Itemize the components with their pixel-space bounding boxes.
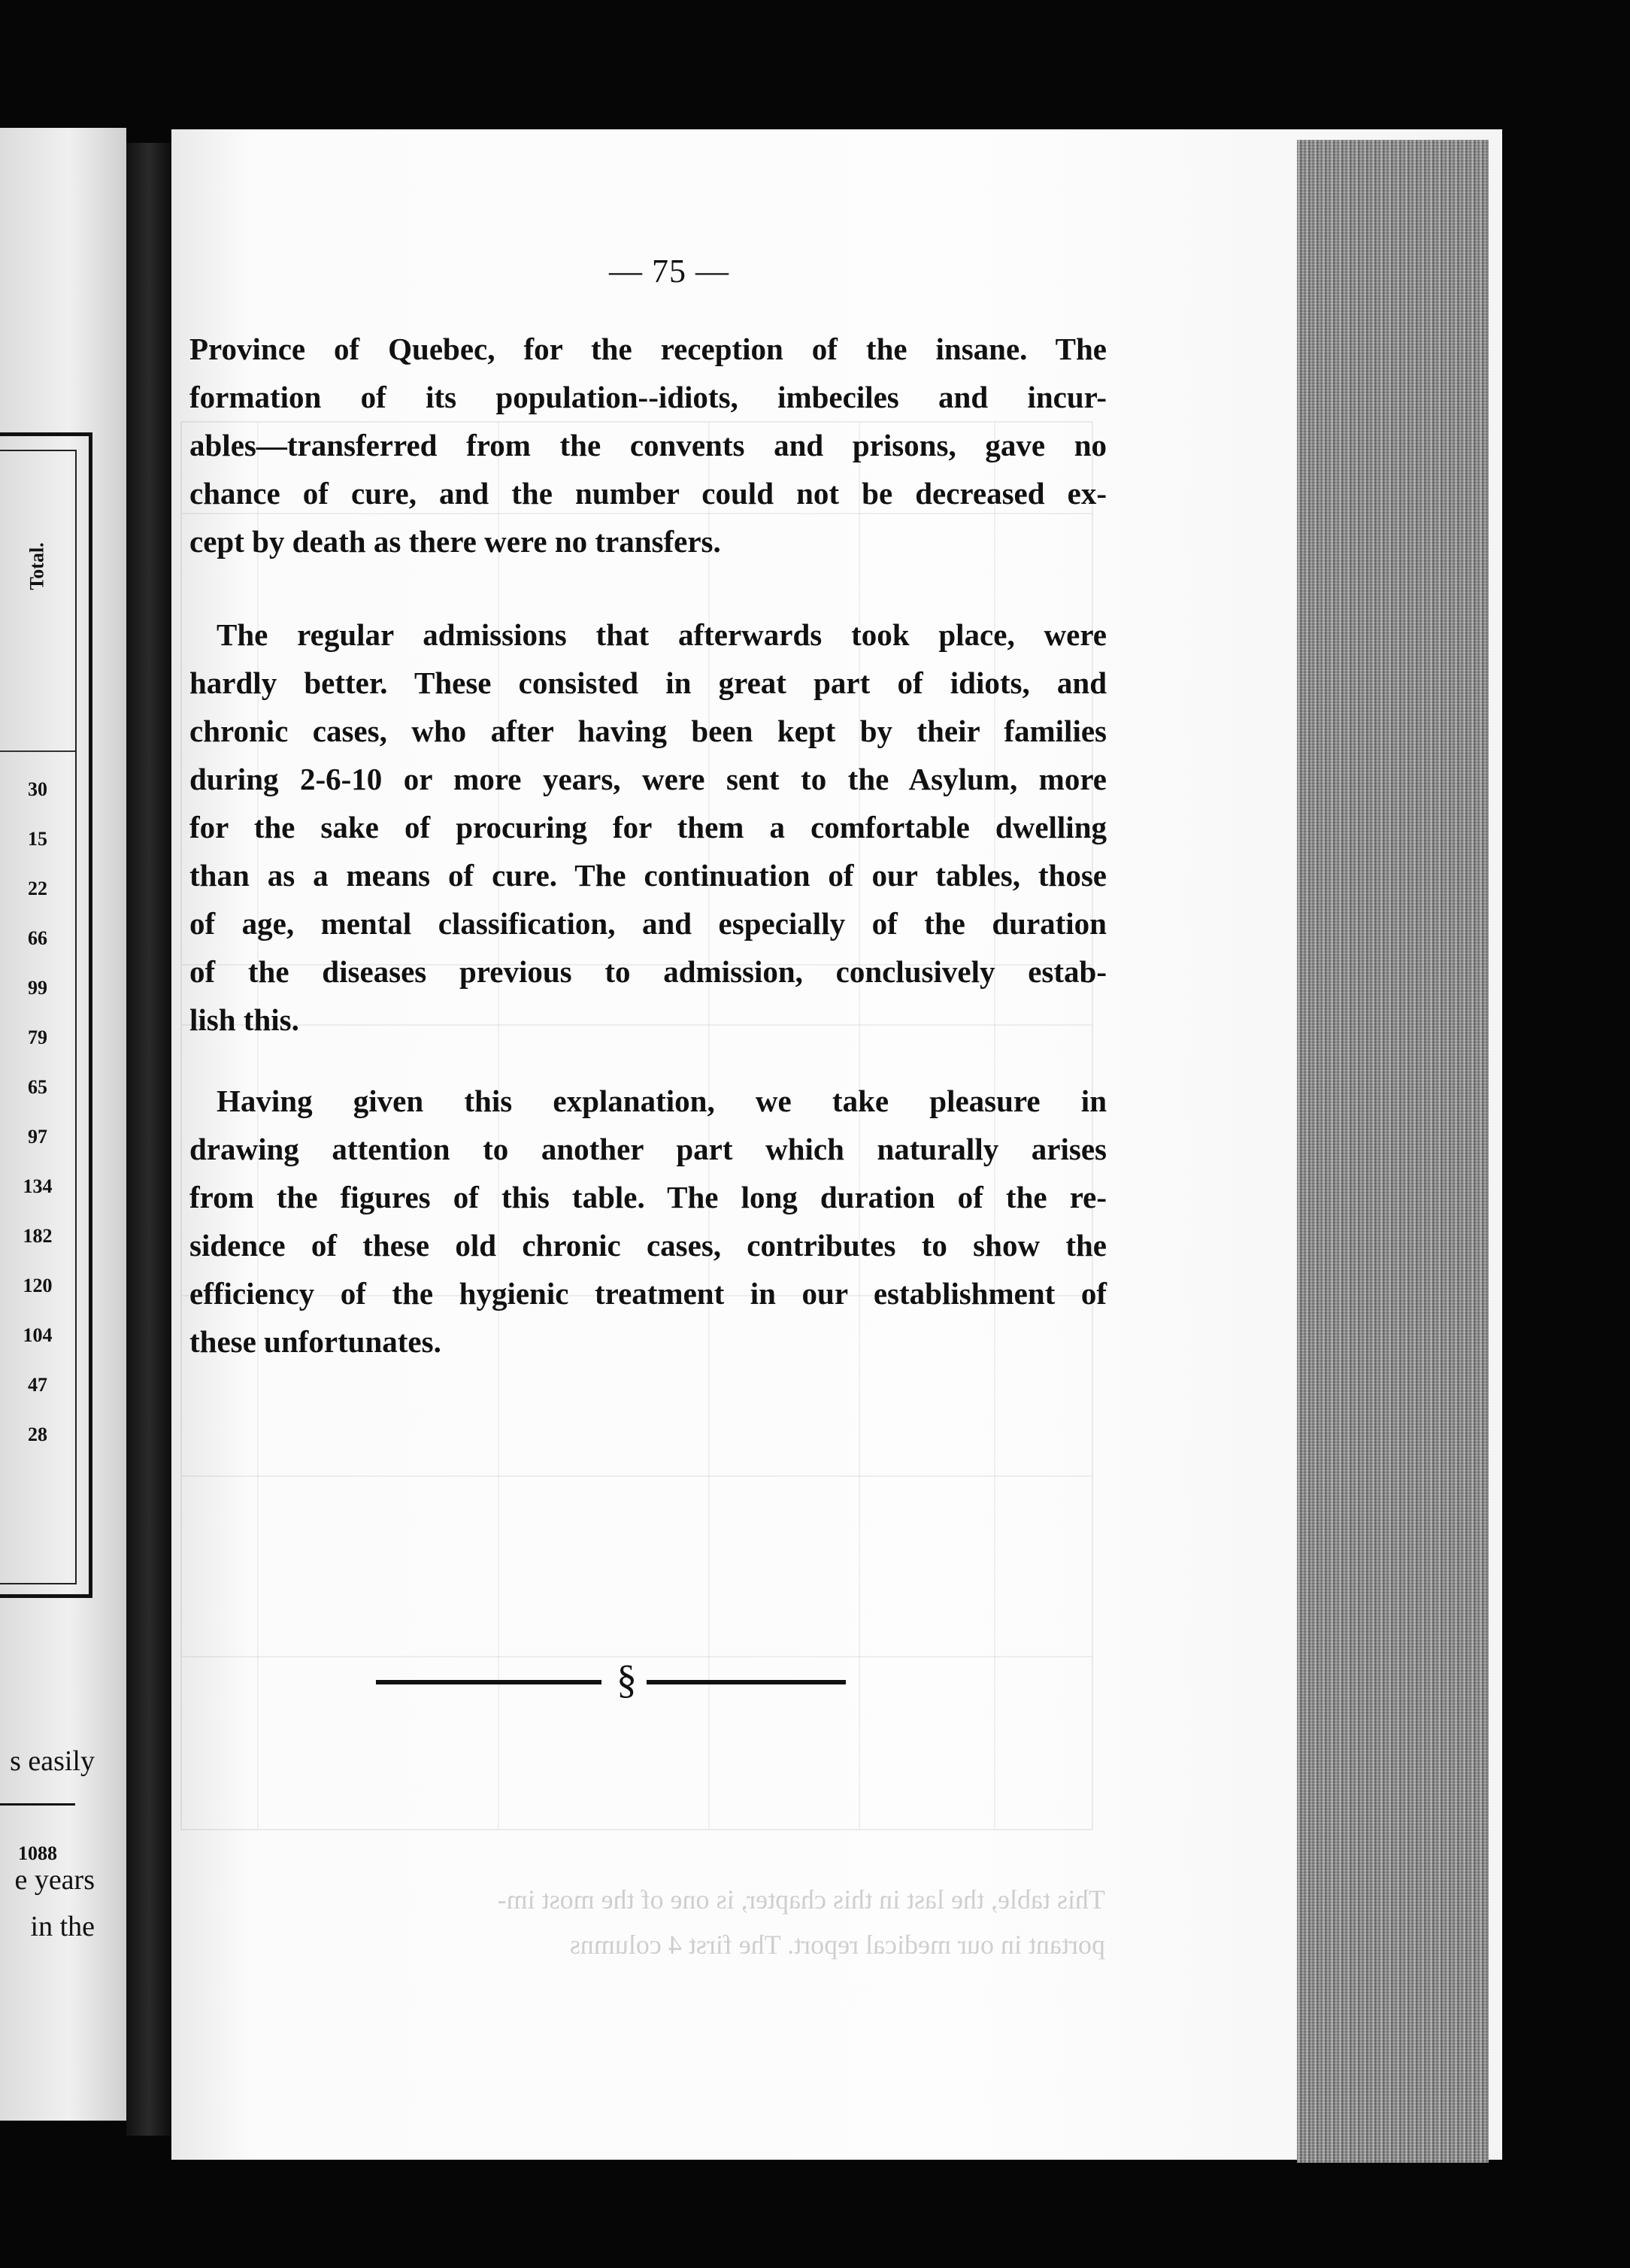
total-value: 15	[28, 828, 47, 850]
total-value: 134	[23, 1175, 53, 1197]
total-value: 104	[23, 1324, 53, 1346]
ghost-row	[182, 1656, 1092, 1657]
text-line: from the figures of this table. The long duration of the re-	[189, 1180, 1107, 1214]
total-value: 99	[28, 977, 47, 999]
bleed-through-text: portant in our medical report. The first 4 columns	[569, 1930, 1105, 1960]
left-text-fragment: s easily	[10, 1745, 95, 1777]
text-line: ables—transferred from the convents and prisons, gave no	[189, 428, 1107, 462]
left-text-fragment: e years	[14, 1864, 95, 1896]
text-line: chronic cases, who after having been kept by their families	[189, 714, 1107, 748]
separator-rule-right	[647, 1680, 846, 1684]
separator-rule-left	[376, 1680, 601, 1684]
page-number: — 75 —	[609, 253, 729, 290]
text-line: efficiency of the hygienic treatment in our establishment of	[189, 1276, 1107, 1311]
text-line: for the sake of procuring for them a comfortable dwelling	[189, 810, 1107, 844]
text-line: drawing attention to another part which naturally arises	[189, 1132, 1107, 1166]
bleed-through-text: This table, the last in this chapter, is one of the most im-	[497, 1884, 1105, 1915]
totals-column-header	[15, 525, 60, 608]
section-mark: §	[617, 1657, 637, 1702]
text-line: than as a means of cure. The continuation of our tables, those	[189, 858, 1107, 893]
text-line: formation of its population--idiots, imbeciles and incur-	[189, 380, 1107, 414]
paragraph-2	[189, 611, 1107, 1044]
text-line: these unfortunates.	[189, 1324, 441, 1359]
book-gutter	[126, 143, 171, 2136]
table-inner-border	[0, 450, 77, 1584]
text-line: Province of Quebec, for the reception of the insane. The	[189, 332, 1107, 366]
total-value: 66	[28, 927, 47, 949]
sum-rule	[0, 1803, 75, 1806]
grand-total: 1088	[18, 1842, 57, 1864]
total-value: 120	[23, 1275, 53, 1296]
header-rule	[0, 750, 75, 752]
text-line: lish this.	[189, 1002, 299, 1037]
total-value: 22	[28, 878, 47, 899]
total-value: 47	[28, 1374, 47, 1396]
total-value: 97	[28, 1126, 47, 1148]
text-line: Having given this explanation, we take pleasure in	[217, 1084, 1107, 1118]
text-line: cept by death as there were no transfers.	[189, 524, 721, 559]
text-line: of the diseases previous to admission, conclusively estab-	[189, 954, 1107, 989]
page-edge-stack	[1297, 140, 1489, 2163]
total-value: 28	[28, 1424, 47, 1445]
text-line: The regular admissions that afterwards took place, were	[217, 617, 1107, 652]
text-line: chance of cure, and the number could not be decreased ex-	[189, 476, 1107, 511]
paragraph-3	[189, 1077, 1107, 1366]
ghost-row	[182, 1475, 1092, 1477]
left-page-fragment	[0, 128, 126, 2121]
text-line: of age, mental classification, and especially of the duration	[189, 906, 1107, 941]
total-value: 65	[28, 1076, 47, 1098]
text-line: during 2-6-10 or more years, were sent to the Asylum, more	[189, 762, 1107, 796]
total-value: 182	[23, 1225, 53, 1247]
paragraph-1	[189, 325, 1107, 565]
totals-header-label: Total.	[26, 542, 48, 590]
section-separator	[376, 1657, 846, 1702]
text-line: sidence of these old chronic cases, contributes to show the	[189, 1228, 1107, 1263]
edge-texture	[1297, 140, 1489, 2163]
total-value: 30	[28, 778, 47, 800]
text-line: hardly better. These consisted in great part of idiots, and	[189, 666, 1107, 700]
total-value: 79	[28, 1026, 47, 1048]
left-text-fragment: in the	[30, 1911, 95, 1942]
